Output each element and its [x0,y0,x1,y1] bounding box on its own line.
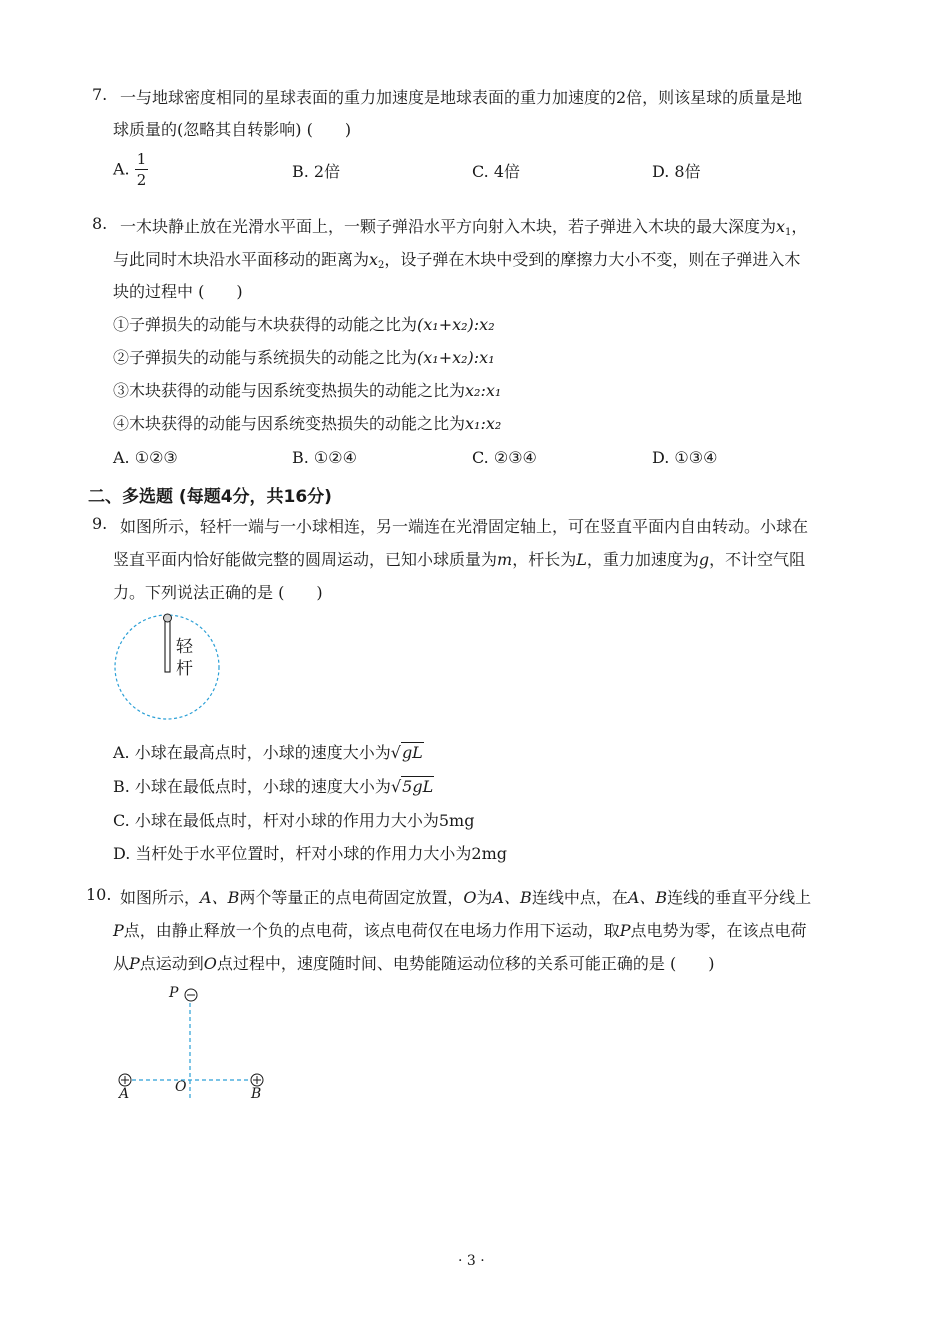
light-rod [165,620,170,672]
q9-rod-diagram [110,610,230,726]
q7-option-d: D. 8倍 [652,162,701,181]
q9-number: 9. [92,514,108,533]
q10-line2: P点，由静止释放一个负的点电荷，该点电荷仅在电场力作用下运动，取P点电势为零，在该点电荷 [113,921,807,940]
q7-line2: 球质量的(忽略其自转影响) ( ) [113,120,352,139]
q8-line2: 与此同时木块沿水平面移动的距离为$x_2$，设子弹在木块中受到的摩擦力大小不变，则在子弹进入木 [113,250,801,271]
section-heading: 二、多选题 (每题4分，共16分) [88,487,332,507]
q8-option-c: C. ②③④ [472,448,537,467]
q8-statement-4: ④木块获得的动能与因系统变热损失的动能之比为x₁:x₂ [113,414,502,433]
rod-label-1: 轻 [176,637,193,657]
q9-line2: 竖直平面内恰好能做完整的圆周运动，已知小球质量为m，杆长为L，重力加速度为g，不计空气阻 [113,550,806,569]
q8-option-a: A. ①②③ [113,448,178,467]
q9-option-d: D. 当杆处于水平位置时，杆对小球的作用力大小为2mg [113,844,508,863]
q8-line1: 一木块静止放在光滑水平面上，一颗子弹沿水平方向射入木块，若子弹进入木块的最大深度为$x_1$， [120,217,808,238]
q9-option-c: C. 小球在最低点时，杆对小球的作用力大小为5mg [113,811,475,830]
label-p: P [169,985,179,1001]
q7-option-b: B. 2倍 [292,162,341,181]
q9-option-b: B. 小球在最低点时，小球的速度大小为√5gL [113,777,434,796]
small-ball [164,614,172,622]
q9-line3: 力。下列说法正确的是 ( ) [113,583,323,602]
q8-option-d: D. ①③④ [652,448,718,467]
q8-statement-3: ③木块获得的动能与因系统变热损失的动能之比为x₂:x₁ [113,381,502,400]
q8-line3: 块的过程中 ( ) [113,282,243,301]
page-number: · 3 · [458,1253,485,1269]
label-b: B [251,1086,262,1102]
q9-option-a: A. 小球在最高点时，小球的速度大小为√gL [113,743,423,762]
q8-statement-2: ②子弹损失的动能与系统损失的动能之比为(x₁+x₂):x₁ [113,348,495,367]
q9-line1: 如图所示，轻杆一端与一小球相连，另一端连在光滑固定轴上，可在竖直平面内自由转动。小球在 [120,517,809,536]
q7-option-a: A. $\frac{1}{2}$ [113,150,147,189]
q8-option-b: B. ①②④ [292,448,357,467]
q10-line1: 如图所示，A、B两个等量正的点电荷固定放置，O为A、B连线中点，在A、B连线的垂直平分线上 [120,888,812,907]
q10-line3: 从P点运动到O点过程中，速度随时间、电势能随运动位移的关系可能正确的是 ( ) [113,954,715,973]
label-a: A [119,1086,130,1102]
q8-statement-1: ①子弹损失的动能与木块获得的动能之比为(x₁+x₂):x₂ [113,315,495,334]
q7-number: 7. [92,85,108,104]
q10-number: 10. [86,885,112,904]
q8-number: 8. [92,214,108,233]
label-o: O [175,1079,187,1095]
q7-line1: 一与地球密度相同的星球表面的重力加速度是地球表面的重力加速度的2倍，则该星球的质量是地 [120,88,803,107]
q7-option-c: C. 4倍 [472,162,521,181]
rod-label-2: 杆 [176,659,193,679]
